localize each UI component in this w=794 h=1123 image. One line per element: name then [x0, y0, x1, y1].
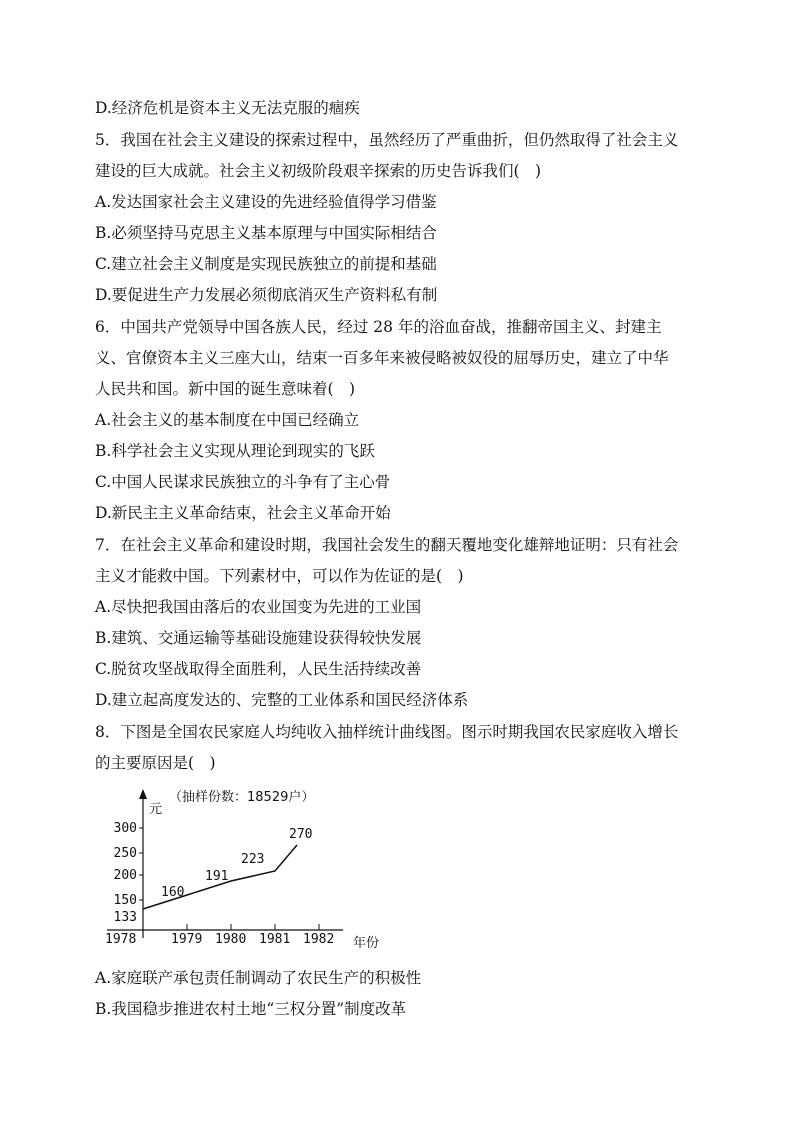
text-line: A.尽快把我国由落后的农业国变为先进的工业国 [95, 598, 422, 616]
x-axis-label: 年份 [353, 936, 380, 951]
x-tick-label: 1982 [303, 932, 335, 947]
text-line: D.经济危机是资本主义无法克服的痼疾 [95, 99, 360, 117]
y-axis-label: 元 [149, 802, 163, 817]
income-line-chart [95, 783, 395, 958]
option-line: A.家庭联产承包责任制调动了农民生产的积极性 [95, 969, 422, 987]
y-tick-label: 250 [113, 846, 137, 861]
text-line: 主义才能救中国。下列素材中，可以作为佐证的是( ) [95, 567, 464, 585]
text-line: 6．中国共产党领导中国各族人民，经过 28 年的浴血奋战，推翻帝国主义、封建主 [95, 318, 662, 336]
text-line: A.社会主义的基本制度在中国已经确立 [95, 411, 360, 429]
text-line: B.科学社会主义实现从理论到现实的飞跃 [95, 442, 375, 460]
text-line: D.要促进生产力发展必须彻底消灭生产资料私有制 [95, 286, 438, 304]
text-line: B.必须坚持马克思主义基本原理与中国实际相结合 [95, 224, 437, 242]
text-line: B.建筑、交通运输等基础设施建设获得较快发展 [95, 629, 422, 647]
text-line: 5．我国在社会主义建设的探索过程中，虽然经历了严重曲折，但仍然取得了社会主义 [95, 131, 679, 149]
text-line: C.建立社会主义制度是实现民族独立的前提和基础 [95, 255, 437, 273]
chart-title: （抽样份数：18529户） [169, 790, 315, 805]
text-line: 8．下图是全国农民家庭人均纯收入抽样统计曲线图。图示时期我国农民家庭收入增长 [95, 723, 679, 741]
text-line: D.新民主主义革命结束，社会主义革命开始 [95, 504, 391, 522]
text-line: 建设的巨大成就。社会主义初级阶段艰辛探索的历史告诉我们( ) [95, 162, 542, 180]
data-label: 191 [205, 869, 229, 884]
option-line: B.我国稳步推进农村土地“三权分置”制度改革 [95, 1000, 407, 1018]
x-tick-label: 1978 [105, 932, 137, 947]
y-tick-label: 200 [113, 868, 137, 883]
text-line: 义、官僚资本主义三座大山，结束一百多年来被侵略被奴役的屈辱历史，建立了中华 [95, 349, 669, 367]
text-line: 7．在社会主义革命和建设时期，我国社会发生的翻天覆地变化雄辩地证明：只有社会 [95, 536, 679, 554]
text-line: D.建立起高度发达的、完整的工业体系和国民经济体系 [95, 691, 469, 709]
x-tick-label: 1981 [259, 932, 291, 947]
text-line: 人民共和国。新中国的诞生意味着( ) [95, 380, 356, 398]
text-line: C.脱贫攻坚战取得全面胜利，人民生活持续改善 [95, 660, 422, 678]
data-label: 160 [161, 885, 185, 900]
text-line: A.发达国家社会主义建设的先进经验值得学习借鉴 [95, 193, 437, 211]
x-tick-label: 1980 [215, 932, 247, 947]
text-line: C.中国人民谋求民族独立的斗争有了主心骨 [95, 473, 391, 491]
text-line: 的主要原因是( ) [95, 754, 216, 772]
y-tick-label: 300 [113, 821, 137, 836]
data-label: 223 [241, 852, 265, 867]
y-tick-label: 133 [113, 910, 137, 925]
x-tick-label: 1979 [171, 932, 203, 947]
y-tick-label: 150 [113, 893, 137, 908]
data-label: 270 [289, 827, 313, 842]
y-axis-arrow [139, 789, 147, 799]
